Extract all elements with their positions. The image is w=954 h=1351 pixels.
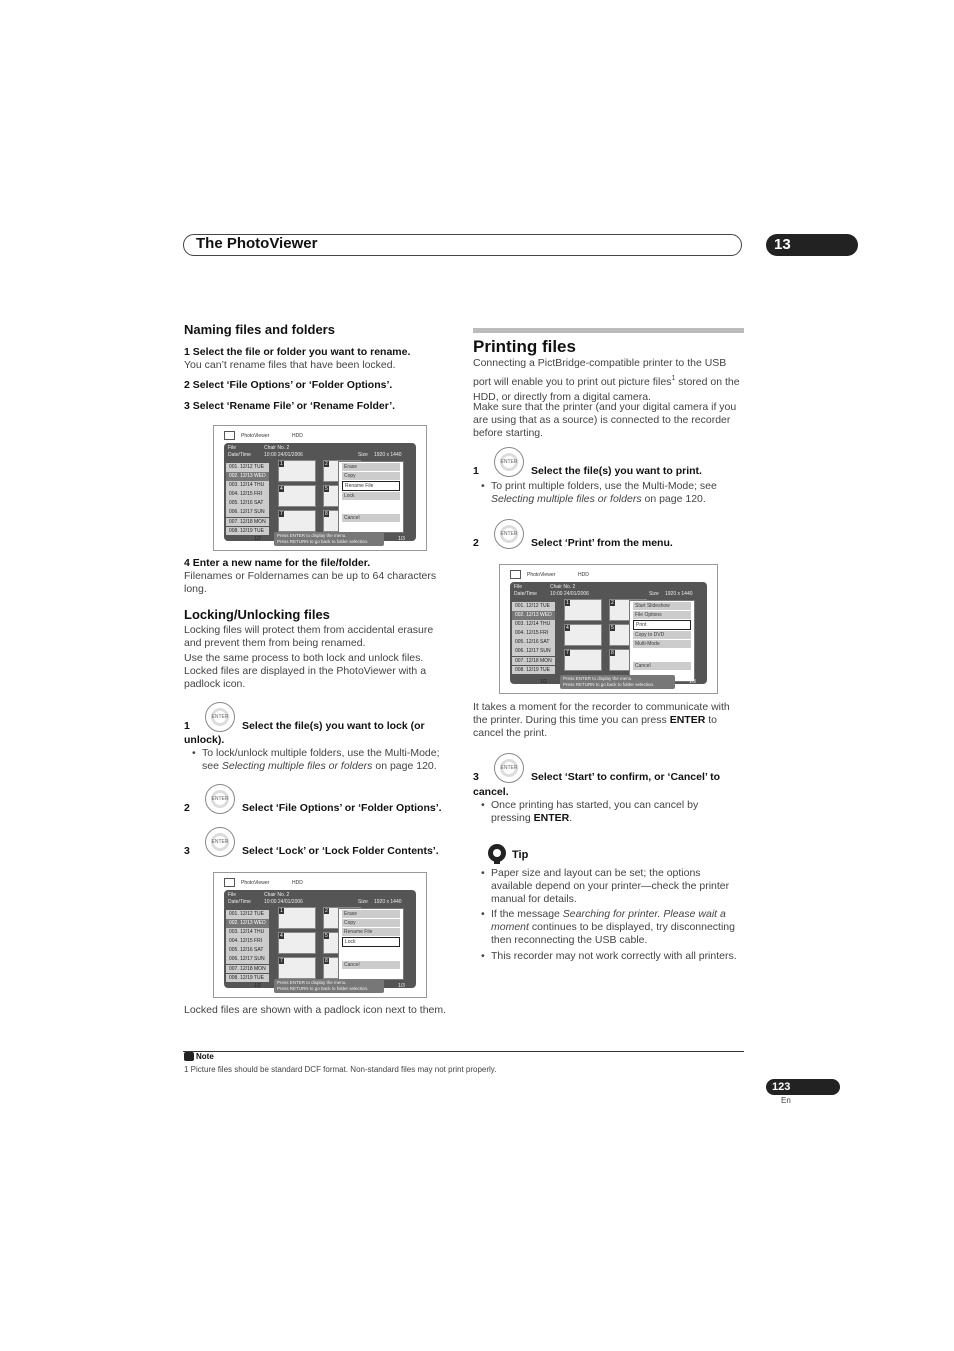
print-step-1-number: 1 bbox=[473, 465, 479, 477]
thumbnail-number: 4 bbox=[280, 486, 283, 492]
list-item[interactable]: 002. 12/13 WED bbox=[226, 919, 269, 928]
lock-step-3-number: 3 bbox=[184, 845, 190, 857]
menu-item[interactable]: Cancel bbox=[633, 662, 691, 670]
enter-dial-icon: ENTER bbox=[205, 702, 235, 732]
date-value: 10:00 24/01/2006 bbox=[264, 452, 303, 458]
naming-heading: Naming files and folders bbox=[184, 322, 335, 337]
naming-step-2: 2 Select ‘File Options’ or ‘Folder Options’. bbox=[184, 379, 393, 391]
chapter-number: 13 bbox=[766, 234, 858, 256]
folder-icon bbox=[224, 878, 235, 887]
page-left: 1/2 bbox=[540, 679, 547, 685]
thumbnail-number: 7 bbox=[280, 511, 283, 517]
naming-step-1: 1 Select the file or folder you want to rename. bbox=[184, 346, 411, 358]
printing-intro-1: Connecting a PictBridge-compatible printer to the USB port will enable you to print out picture files$^1$ stored on the HDD, or directly from a digital camera. bbox=[473, 357, 740, 403]
source-label: HDD bbox=[292, 433, 303, 439]
enter-dial-icon: ENTER bbox=[494, 519, 524, 549]
menu-item[interactable]: Rename File bbox=[342, 481, 400, 491]
naming-step-4-body: Filenames or Foldernames can be up to 64 characters long. bbox=[184, 570, 437, 595]
note-label: Note bbox=[184, 1052, 214, 1061]
language-code: En bbox=[781, 1096, 791, 1105]
menu-item[interactable]: Multi-Mode bbox=[633, 640, 691, 648]
folder-icon bbox=[224, 431, 235, 440]
screen-lock bbox=[213, 872, 427, 998]
screen-print bbox=[499, 564, 718, 694]
thumbnail[interactable] bbox=[278, 510, 316, 532]
list-item[interactable]: 003. 12/14 THU bbox=[226, 481, 269, 490]
list-item[interactable]: 006. 12/17 SUN bbox=[512, 647, 555, 656]
naming-step-1-body: You can’t rename files that have been locked. bbox=[184, 359, 396, 371]
list-item[interactable]: 004. 12/15 FRI bbox=[226, 490, 269, 499]
date-label: Date/Time bbox=[228, 899, 251, 905]
menu-item[interactable]: Cancel bbox=[342, 961, 400, 969]
menu-item[interactable]: Erase bbox=[342, 463, 400, 471]
list-item[interactable]: 003. 12/14 THU bbox=[226, 928, 269, 937]
print-step-1: Select the file(s) you want to print. bbox=[531, 465, 702, 477]
menu-item[interactable]: File Options bbox=[633, 611, 691, 619]
options-menu bbox=[338, 461, 404, 533]
options-menu bbox=[629, 600, 695, 682]
menu-item[interactable]: Copy to DVD bbox=[633, 631, 691, 639]
file-list bbox=[512, 602, 555, 675]
print-step-2: Select ‘Print’ from the menu. bbox=[531, 537, 673, 549]
app-name: PhotoViewer bbox=[527, 572, 556, 578]
menu-item[interactable]: Lock bbox=[342, 937, 400, 947]
list-item[interactable]: 002. 12/13 WED bbox=[226, 472, 269, 481]
page-right: 1/3 bbox=[689, 679, 696, 685]
list-item[interactable]: 007. 12/18 MON bbox=[512, 657, 555, 666]
tip-label: Tip bbox=[512, 849, 529, 861]
page-left: 1/2 bbox=[254, 983, 261, 989]
lock-step-1-number: 1 bbox=[184, 720, 190, 732]
list-item[interactable]: 008. 12/19 TUE bbox=[512, 666, 555, 675]
app-name: PhotoViewer bbox=[241, 880, 270, 886]
list-item[interactable]: 005. 12/16 SAT bbox=[226, 499, 269, 508]
file-name: Chair No. 2 bbox=[264, 445, 290, 451]
enter-dial-icon: ENTER bbox=[205, 784, 235, 814]
print-bullet-1: • To print multiple folders, use the Multi-Mode; see Selecting multiple files or folders on page 120. bbox=[491, 480, 743, 506]
thumbnail[interactable] bbox=[278, 957, 316, 979]
enter-dial-icon: ENTER bbox=[205, 827, 235, 857]
size-value: 1920 x 1440 bbox=[374, 899, 402, 905]
locking-paragraph-2: Use the same process to both lock and unlock files. Locked files are displayed in the PhotoViewer with a padlock icon. bbox=[184, 652, 427, 690]
size-label: Size bbox=[358, 452, 368, 458]
list-item[interactable]: 001. 12/12 TUE bbox=[226, 463, 269, 472]
help-message: Press ENTER to display the menu. Press RETURN to go back to folder selection. bbox=[274, 979, 384, 993]
thumbnail-number: 7 bbox=[566, 650, 569, 656]
print-step-3: Select ‘Start’ to confirm, or ‘Cancel’ to bbox=[531, 771, 721, 783]
section-rule bbox=[473, 328, 744, 333]
tip-bullet-2: • If the message Searching for printer. Please wait a moment continues to be displayed, try disconnecting then reconnecting the USB cable. bbox=[491, 908, 743, 947]
file-label: File bbox=[228, 892, 237, 898]
menu-item[interactable]: Print bbox=[633, 620, 691, 630]
date-label: Date/Time bbox=[228, 452, 251, 458]
list-item[interactable]: 008. 12/19 TUE bbox=[226, 974, 269, 983]
print-step-3-number: 3 bbox=[473, 771, 479, 783]
app-name: PhotoViewer bbox=[241, 433, 270, 439]
thumbnail-number: 4 bbox=[280, 933, 283, 939]
thumbnail[interactable] bbox=[564, 624, 602, 646]
thumbnail-number: 7 bbox=[280, 958, 283, 964]
print-step-3-cont: cancel. bbox=[473, 786, 509, 798]
list-item[interactable]: 005. 12/16 SAT bbox=[226, 946, 269, 955]
lock-bullet: • To lock/unlock multiple folders, use the Multi-Mode; see Selecting multiple files or folders on page 120. bbox=[202, 747, 454, 773]
thumbnail-number: 2 bbox=[325, 908, 328, 914]
list-item[interactable]: 003. 12/14 THU bbox=[512, 620, 555, 629]
list-item[interactable]: 004. 12/15 FRI bbox=[512, 629, 555, 638]
file-label: File bbox=[228, 445, 237, 451]
locking-paragraph-1: Locking files will protect them from accidental erasure and prevent them from being renamed. bbox=[184, 624, 434, 649]
source-label: HDD bbox=[292, 880, 303, 886]
thumbnail-number: 2 bbox=[325, 461, 328, 467]
menu-item[interactable]: Cancel bbox=[342, 514, 400, 522]
enter-dial-icon: ENTER bbox=[494, 447, 524, 477]
help-message: Press ENTER to display the menu. Press RETURN to go back to folder selection. bbox=[560, 675, 675, 689]
list-item[interactable]: 007. 12/18 MON bbox=[226, 965, 269, 974]
print-bullet-3: • Once printing has started, you can cancel by pressing ENTER. bbox=[491, 799, 731, 825]
list-item[interactable]: 008. 12/19 TUE bbox=[226, 527, 269, 536]
page-left: 1/2 bbox=[254, 536, 261, 542]
size-label: Size bbox=[649, 591, 659, 597]
lock-step-1-cont: unlock). bbox=[184, 734, 225, 746]
folder-icon bbox=[510, 570, 521, 579]
source-label: HDD bbox=[578, 572, 589, 578]
help-message: Press ENTER to display the menu. Press RETURN to go back to folder selection. bbox=[274, 532, 384, 546]
menu-item[interactable]: Copy bbox=[342, 919, 400, 927]
enter-dial-icon: ENTER bbox=[494, 753, 524, 783]
screen-rename bbox=[213, 425, 427, 551]
page-right: 1/3 bbox=[398, 536, 405, 542]
list-item[interactable]: 006. 12/17 SUN bbox=[226, 508, 269, 517]
date-label: Date/Time bbox=[514, 591, 537, 597]
menu-item[interactable]: Lock bbox=[342, 492, 400, 500]
thumbnail-number: 2 bbox=[611, 600, 614, 606]
list-item[interactable]: 004. 12/15 FRI bbox=[226, 937, 269, 946]
note-text: 1 Picture files should be standard DCF format. Non-standard files may not print properly. bbox=[184, 1065, 497, 1074]
thumbnail[interactable] bbox=[278, 460, 316, 482]
tip-icon bbox=[486, 843, 508, 870]
thumbnail[interactable] bbox=[278, 485, 316, 507]
thumbnail-number: 5 bbox=[325, 486, 328, 492]
locking-heading: Locking/Unlocking files bbox=[184, 607, 330, 622]
page-right: 1/3 bbox=[398, 983, 405, 989]
thumbnail-number: 1 bbox=[280, 461, 283, 467]
file-name: Chair No. 2 bbox=[264, 892, 290, 898]
thumbnail-number: 8 bbox=[611, 650, 614, 656]
thumbnail[interactable] bbox=[278, 932, 316, 954]
naming-step-3: 3 Select ‘Rename File’ or ‘Rename Folder’. bbox=[184, 400, 396, 412]
file-list bbox=[226, 463, 269, 536]
thumbnail[interactable] bbox=[564, 649, 602, 671]
menu-item[interactable]: Copy bbox=[342, 472, 400, 480]
thumbnail-number: 1 bbox=[280, 908, 283, 914]
file-list bbox=[226, 910, 269, 983]
menu-item[interactable]: Erase bbox=[342, 910, 400, 918]
size-value: 1920 x 1440 bbox=[374, 452, 402, 458]
thumbnail[interactable] bbox=[564, 599, 602, 621]
lock-step-2-number: 2 bbox=[184, 802, 190, 814]
options-menu bbox=[338, 908, 404, 980]
list-item[interactable]: 001. 12/12 TUE bbox=[512, 602, 555, 611]
naming-step-4: 4 Enter a new name for the file/folder. bbox=[184, 557, 371, 569]
thumbnail[interactable] bbox=[278, 907, 316, 929]
menu-item[interactable]: Rename File bbox=[342, 928, 400, 936]
thumbnail-number: 5 bbox=[611, 625, 614, 631]
lock-step-1: Select the file(s) you want to lock (or bbox=[242, 720, 425, 732]
printing-intro-2: Make sure that the printer (and your digital camera if you are using that as a source) is connected to the recorder before starting. bbox=[473, 401, 737, 439]
list-item[interactable]: 007. 12/18 MON bbox=[226, 518, 269, 527]
size-value: 1920 x 1440 bbox=[665, 591, 693, 597]
file-label: File bbox=[514, 584, 523, 590]
thumbnail-number: 8 bbox=[325, 511, 328, 517]
print-after-paragraph: It takes a moment for the recorder to communicate with the printer. During this time you can press ENTER to cancel the print. bbox=[473, 701, 730, 739]
page-number: 123 bbox=[766, 1079, 840, 1095]
note-icon bbox=[184, 1052, 194, 1061]
lock-step-3: Select ‘Lock’ or ‘Lock Folder Contents’. bbox=[242, 845, 439, 857]
thumbnail-number: 8 bbox=[325, 958, 328, 964]
file-name: Chair No. 2 bbox=[550, 584, 576, 590]
tip-bullet-1: • Paper size and layout can be set; the options available depend on your printer—check the printer manual for details. bbox=[491, 867, 743, 906]
thumbnail-number: 4 bbox=[566, 625, 569, 631]
menu-item[interactable]: Start Slideshow bbox=[633, 602, 691, 610]
size-label: Size bbox=[358, 899, 368, 905]
thumbnail-number: 5 bbox=[325, 933, 328, 939]
page-title: The PhotoViewer bbox=[196, 235, 318, 252]
tip-bullet-3: • This recorder may not work correctly with all printers. bbox=[491, 950, 747, 963]
lock-step-2: Select ‘File Options’ or ‘Folder Options’. bbox=[242, 802, 442, 814]
footer-rule bbox=[183, 1051, 744, 1052]
list-item[interactable]: 006. 12/17 SUN bbox=[226, 955, 269, 964]
date-value: 10:00 24/01/2006 bbox=[550, 591, 589, 597]
thumbnail-number: 1 bbox=[566, 600, 569, 606]
list-item[interactable]: 001. 12/12 TUE bbox=[226, 910, 269, 919]
print-step-2-number: 2 bbox=[473, 537, 479, 549]
printing-heading: Printing files bbox=[473, 337, 576, 356]
list-item[interactable]: 005. 12/16 SAT bbox=[512, 638, 555, 647]
lock-caption: Locked files are shown with a padlock icon next to them. bbox=[184, 1004, 447, 1016]
list-item[interactable]: 002. 12/13 WED bbox=[512, 611, 555, 620]
date-value: 10:00 24/01/2006 bbox=[264, 899, 303, 905]
